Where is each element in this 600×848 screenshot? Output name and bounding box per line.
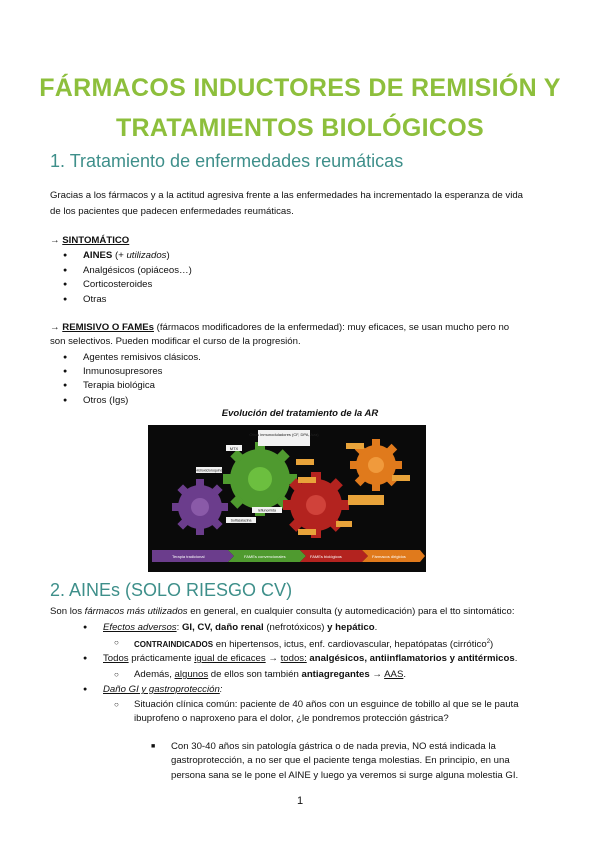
list-item-respuesta: ■ Con 30-40 años sin patología gástrica o de nada previa, NO está indicada la — [171, 739, 496, 754]
caso-line2: ibuprofeno o naproxeno para el dolor, ¿le pondremos protección gástrica? — [134, 713, 449, 724]
remisivo-label: REMISIVO O FAMEs — [62, 322, 154, 333]
list-item: ● Otros (Igs) — [83, 393, 128, 408]
list-item-efectos: ● Efectos adversos: GI, CV, daño renal (nefrotóxicos) y hepático. — [103, 620, 377, 635]
figure-label-hidroxi: Hidroxicloroquina — [195, 468, 223, 473]
list-item: ● Corticosteroides — [83, 277, 152, 292]
list-item-contraindicados: ○ CONTRAINDICADOS en hipertensos, ictus, enf. cardiovascular, hepatópatas (cirrótico$^2$) — [134, 635, 493, 652]
intro-line2: de los pacientes que padecen enfermedades reumáticas. — [50, 206, 294, 217]
list-item-ademas: ○ Además, algunos de ellos son también antiagregantes → AAS. — [134, 667, 406, 682]
remisivo-line1: → REMISIVO O FAMEs (fármacos modificadores de la enfermedad): muy eficaces, se usan mucho pero no — [50, 322, 510, 333]
ar-treatment-figure — [148, 425, 426, 572]
list-item-caso: ○ Situación clínica común: paciente de 40 años con un esguince de tobillo al que se le pauta — [134, 697, 519, 712]
figure-caption: Evolución del tratamiento de la AR — [221, 408, 379, 419]
arrow-icon: → — [50, 322, 60, 333]
page-title-line2: TRATAMIENTOS BIOLÓGICOS — [115, 114, 484, 142]
list-item-todos: ● Todos prácticamente igual de eficaces → todos: analgésicos, antiinflamatorios y antitérmicos. — [103, 651, 517, 666]
arrow-icon: → — [50, 235, 60, 246]
list-item: ● Analgésicos (opiáceos…) — [83, 263, 192, 278]
sintomatico-label: SINTOMÁTICO — [62, 235, 130, 246]
page-number: 1 — [296, 795, 304, 807]
figure-band-2: FAMEs convencionales — [244, 554, 286, 559]
list-item: ● Otras — [83, 292, 106, 307]
gears-illustration — [148, 425, 426, 572]
figure-label-mtx: MTX — [229, 446, 239, 451]
list-item-dano: ● Daño GI y gastroprotección: — [103, 682, 222, 697]
figure-label-lefl: leflunomida — [258, 508, 276, 513]
remisivo-line2: son selectivos. Pueden modificar el curso de la progresión. — [50, 336, 301, 347]
list-item: ● Terapia biológica — [83, 378, 155, 393]
resp-line3: persona sana se le pone el AINE y luego ya veremos si surge alguna molestia GI. — [171, 770, 519, 781]
resp-line2: gastroprotección, a no ser que el paciente tenga molestias. En principio, en una — [171, 755, 510, 766]
figure-label-top: Otros inmunoduladores (CF, DPA, Aza) — [249, 432, 319, 437]
section1-heading: 1. Tratamiento de enfermedades reumáticas — [50, 151, 404, 171]
figure-band-1: Terapia tradicional — [172, 554, 205, 559]
list-item: ● Inmunosupresores — [83, 364, 162, 379]
sintomatico-heading — [50, 233, 129, 249]
figure-band-3: FAMEs biológicos — [310, 554, 342, 559]
intro-line1: Gracias a los fármacos y a la actitud agresiva frente a las enfermedades ha incrementado la esperanza de vida — [50, 190, 524, 201]
page-title-line1: FÁRMACOS INDUCTORES DE REMISIÓN Y — [39, 74, 561, 102]
list-item: ● Agentes remisivos clásicos. — [83, 350, 201, 365]
s2-intro: Son los fármacos más utilizados en general, en cualquier consulta (y automedicación) para el tto sintomático: — [50, 606, 515, 617]
list-item: ● AINES (+ utilizados) — [83, 248, 170, 263]
section2-heading: 2. AINEs (SOLO RIESGO CV) — [50, 580, 293, 600]
figure-band-4: Fármacos dirigidos — [372, 554, 406, 559]
figure-label-sulfa: Sulfasalazina — [230, 518, 252, 523]
